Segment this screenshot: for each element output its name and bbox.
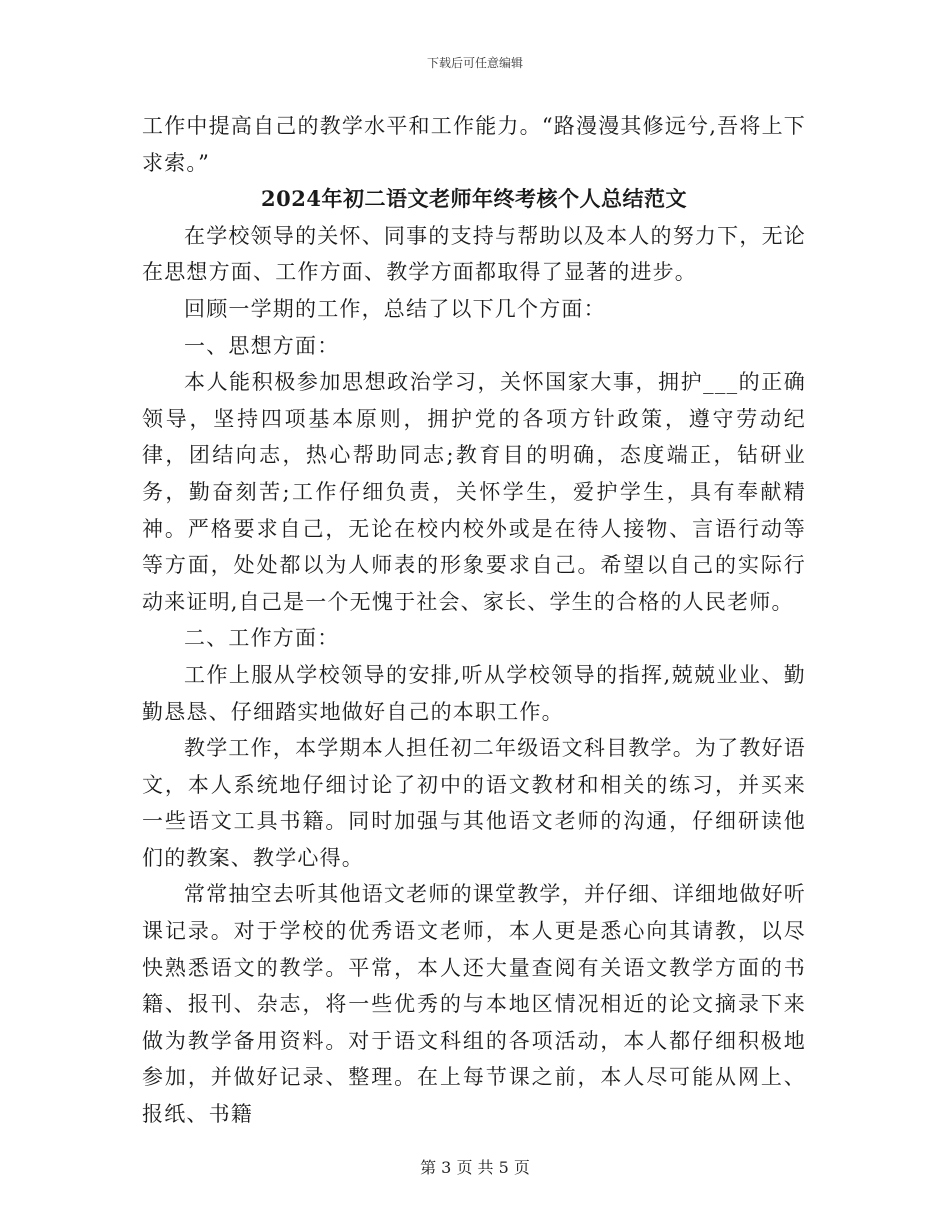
paragraph-intro: 在学校领导的关怀、同事的支持与帮助以及本人的努力下，无论在思想方面、工作方面、教学方面都取得了显著的进步。 [142,223,806,285]
paragraph-work: 工作上服从学校领导的安排,听从学校领导的指挥,兢兢业业、勤勤恳恳、仔细踏实地做好自己的本职工作。 [142,662,806,724]
document-title: 2024年初二语文老师年终考核个人总结范文 [261,186,687,212]
lead-paragraph: 工作中提高自己的教学水平和工作能力。“路漫漫其修远兮,吾将上下求索。” [142,114,806,175]
page-header-watermark: 下载后可任意编辑 [426,56,523,70]
section-heading-thought: 一、思想方面： [184,333,340,358]
paragraph-teaching: 教学工作，本学期本人担任初二年级语文科目教学。为了教好语文，本人系统地仔细讨论了初中的语文教材和相关的练习，并买来一些语文工具书籍。同时加强与其他语文老师的沟通，仔细研读他们的教案、教学心得。 [142,736,806,870]
paragraph-review: 回顾一学期的工作，总结了以下几个方面： [184,296,606,321]
section-heading-work: 二、工作方面： [184,626,340,651]
page-number-footer: 第 3 页 共 5 页 [420,1158,530,1177]
document-body [142,108,806,1133]
paragraph-thought: 本人能积极参加思想政治学习，关怀国家大事，拥护___的正确领导，坚持四项基本原则，拥护党的各项方针政策，遵守劳动纪律，团结向志，热心帮助同志;教育目的明确，态度端正，钻研业务，勤奋刻苦;工作仔细负责，关怀学生，爱护学生，具有奉献精神。严格要求自己，无论在校内校外或是在待人接物、言语行动等等方面，处处都以为人师表的形象要求自己。希望以自己的实际行动来证明,自己是一个无愧于社会、家长、学生的合格的人民老师。 [142,370,806,614]
paragraph-lesson-observation: 常常抽空去听其他语文老师的课堂教学，并仔细、详细地做好听课记录。对于学校的优秀语文老师，本人更是悉心向其请教，以尽快熟悉语文的教学。平常，本人还大量查阅有关语文教学方面的书籍、报刊、杂志，将一些优秀的与本地区情况相近的论文摘录下来做为教学备用资料。对于语文科组的各项活动，本人都仔细积极地参加，并做好记录、整理。在上每节课之前，本人尽可能从网上、报纸、书籍 [142,882,806,1127]
